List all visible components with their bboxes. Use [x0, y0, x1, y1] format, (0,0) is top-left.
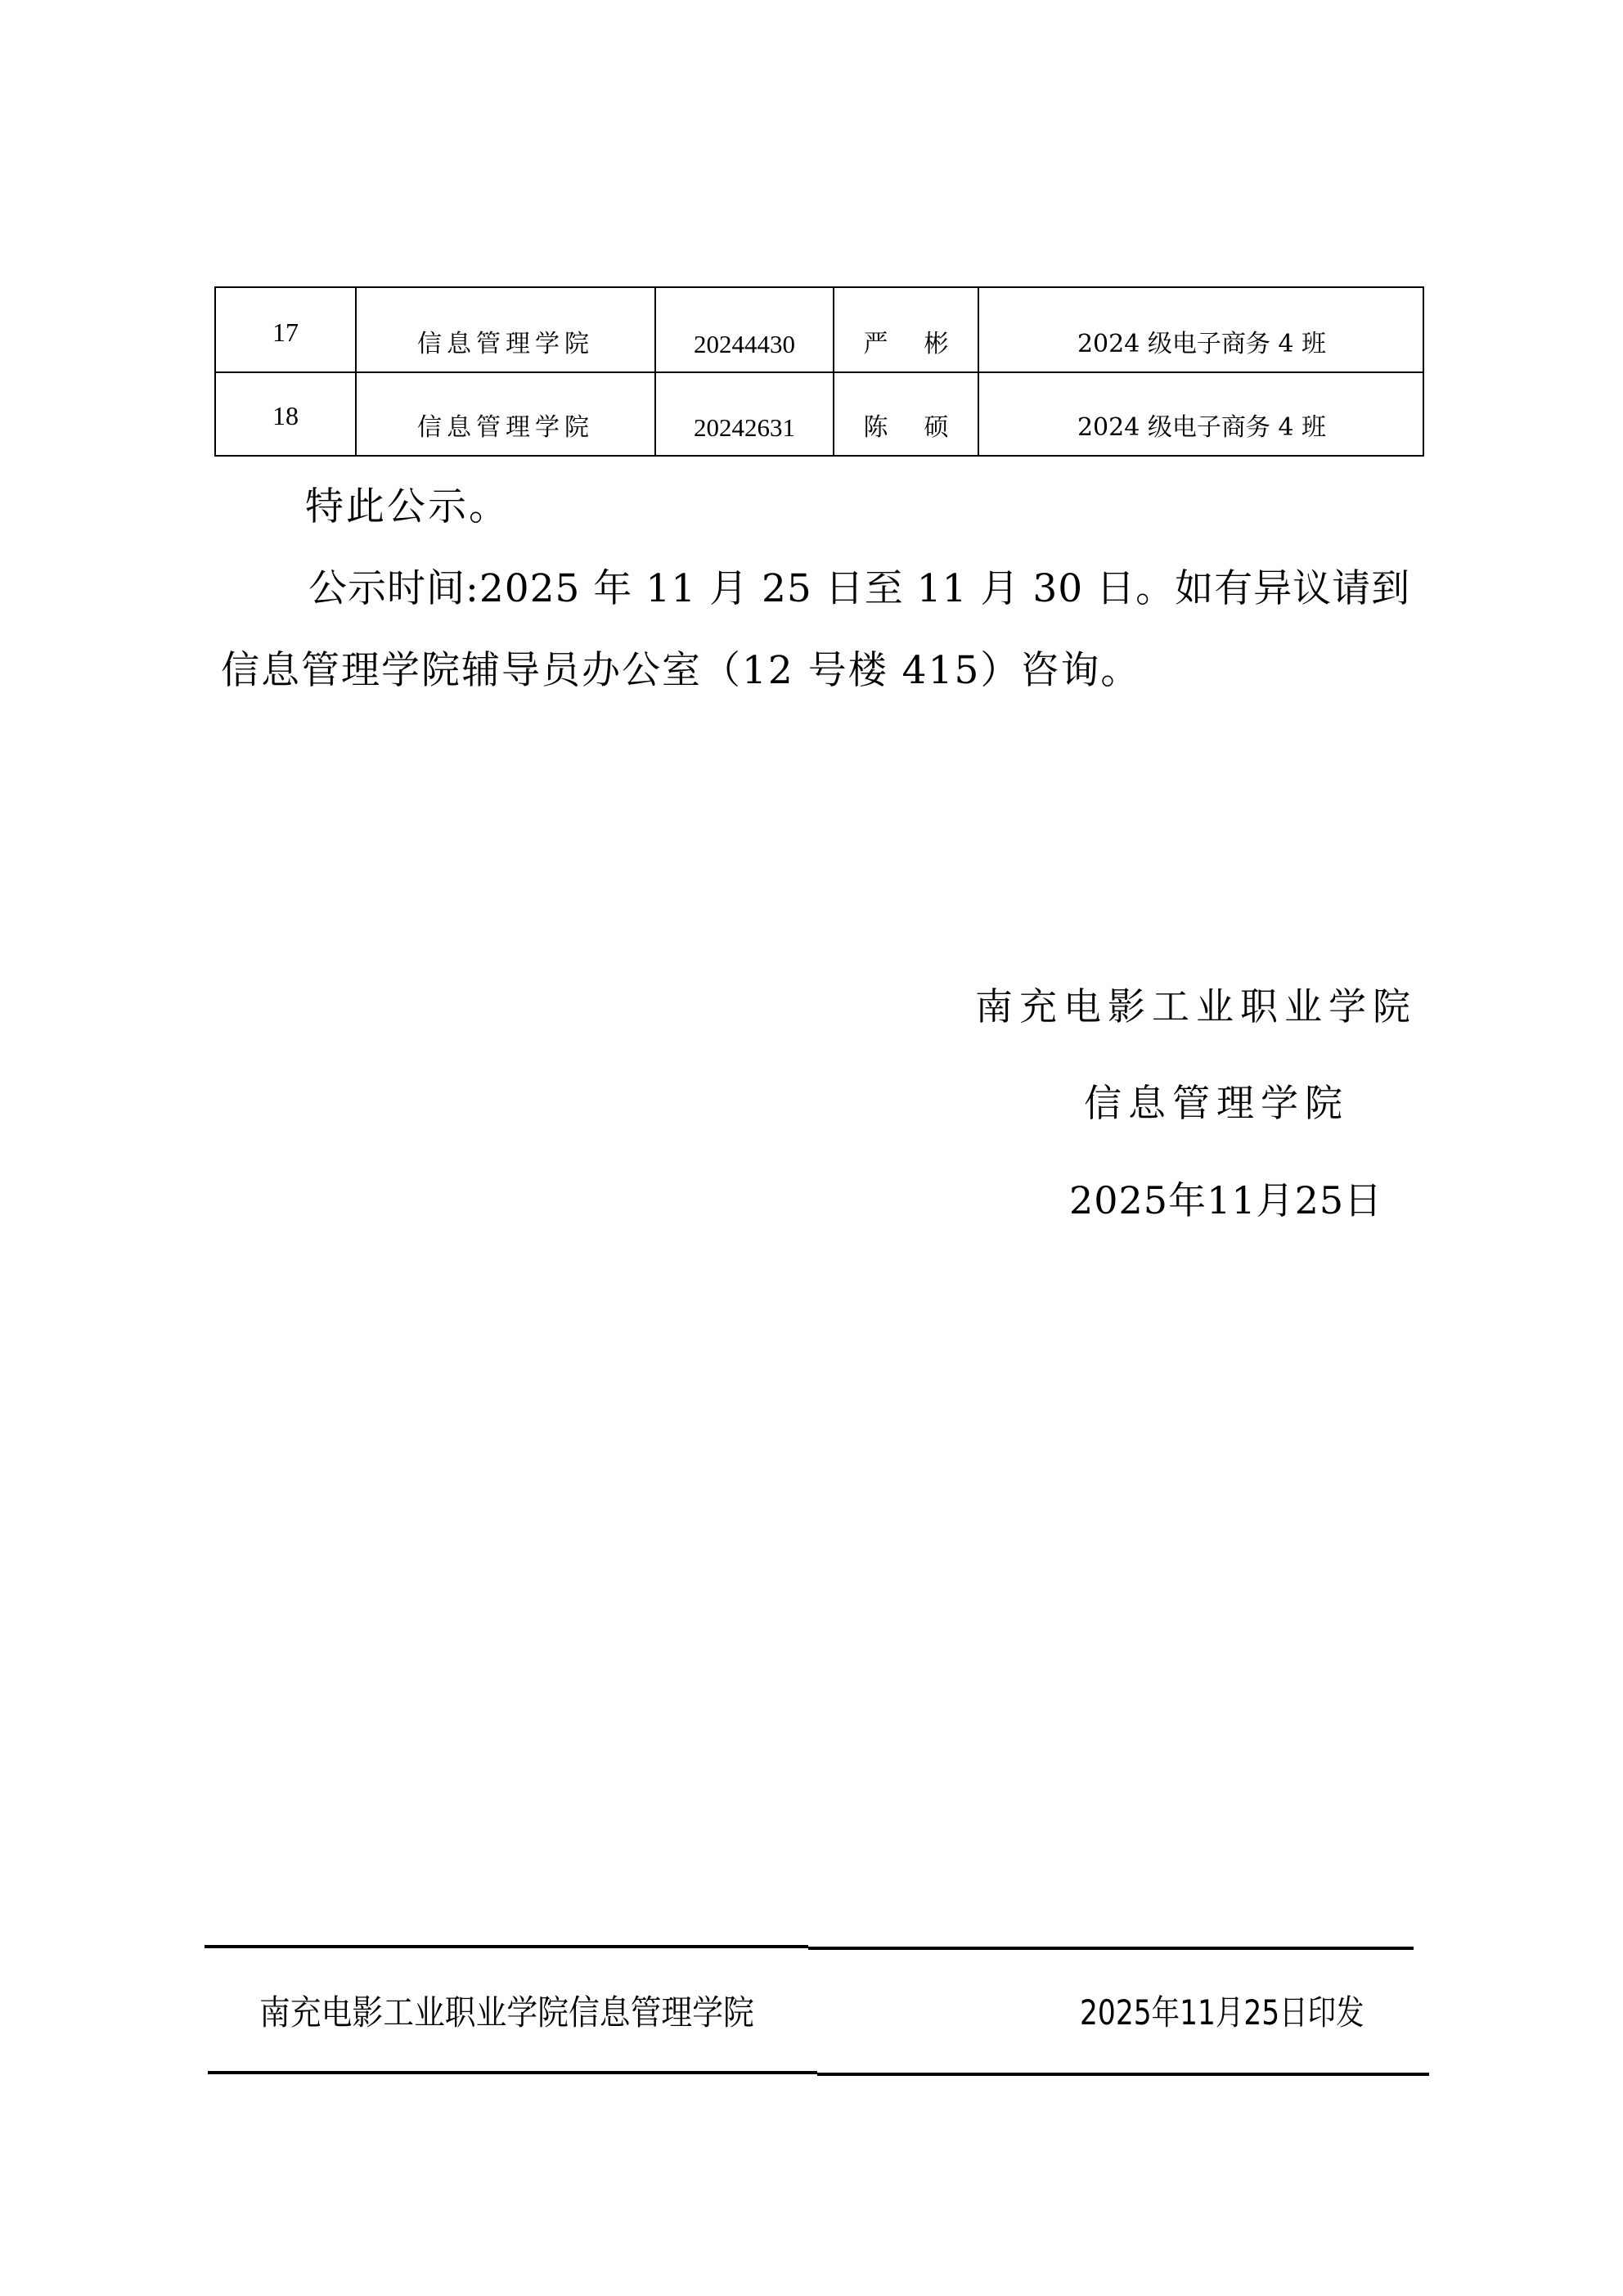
signature-department: 信息管理学院: [1084, 1081, 1349, 1125]
cell-student-id: [654, 288, 833, 371]
cell-name: [833, 371, 978, 457]
row-number: 18: [272, 401, 299, 430]
signature-date: 2025年11月25日: [1069, 1178, 1383, 1222]
cell-number: [216, 288, 355, 371]
class-name: 2024 级电子商务 4 班: [1077, 413, 1327, 442]
cell-college: [355, 288, 654, 371]
footer-top-rule: [205, 1945, 808, 1948]
name-first: 严: [863, 330, 888, 358]
footer-bottom-rule: [208, 2071, 817, 2074]
footer-issuer: 南充电影工业职业学院信息管理学院: [259, 1992, 754, 2033]
name-first: 陈: [863, 413, 888, 442]
class-name: 2024 级电子商务 4 班: [1077, 330, 1327, 358]
table-row: [216, 288, 1423, 373]
cell-student-id: [654, 371, 833, 457]
student-id: 20242631: [694, 413, 795, 442]
cell-name: [833, 288, 978, 371]
cell-class: [978, 288, 1424, 371]
name-last: 彬: [924, 330, 949, 358]
student-name: [834, 412, 978, 443]
student-list-table: [214, 286, 1424, 457]
student-name: [834, 329, 978, 360]
cell-class: [978, 371, 1424, 457]
notice-contact: 信息管理学院辅导员办公室（12 号楼 415）咨询。: [221, 648, 1141, 693]
notice-period: 公示时间:2025 年 11 月 25 日至 11 月 30 日。如有异议请到: [308, 566, 1411, 611]
cell-college: [355, 371, 654, 457]
table-row: [216, 371, 1423, 457]
signature-institution: 南充电影工业职业学院: [975, 984, 1417, 1029]
college-name: 信息管理学院: [417, 330, 594, 358]
footer-top-rule: [808, 1947, 1414, 1950]
college-name: 信息管理学院: [417, 413, 594, 442]
footer-issued-date: 2025年11月25日印发: [1080, 1992, 1364, 2033]
row-number: 17: [272, 317, 299, 347]
name-last: 硕: [924, 413, 949, 442]
notice-statement: 特此公示。: [305, 484, 510, 529]
student-id: 20244430: [694, 330, 795, 358]
footer-bottom-rule: [817, 2073, 1429, 2076]
cell-number: [216, 371, 355, 457]
